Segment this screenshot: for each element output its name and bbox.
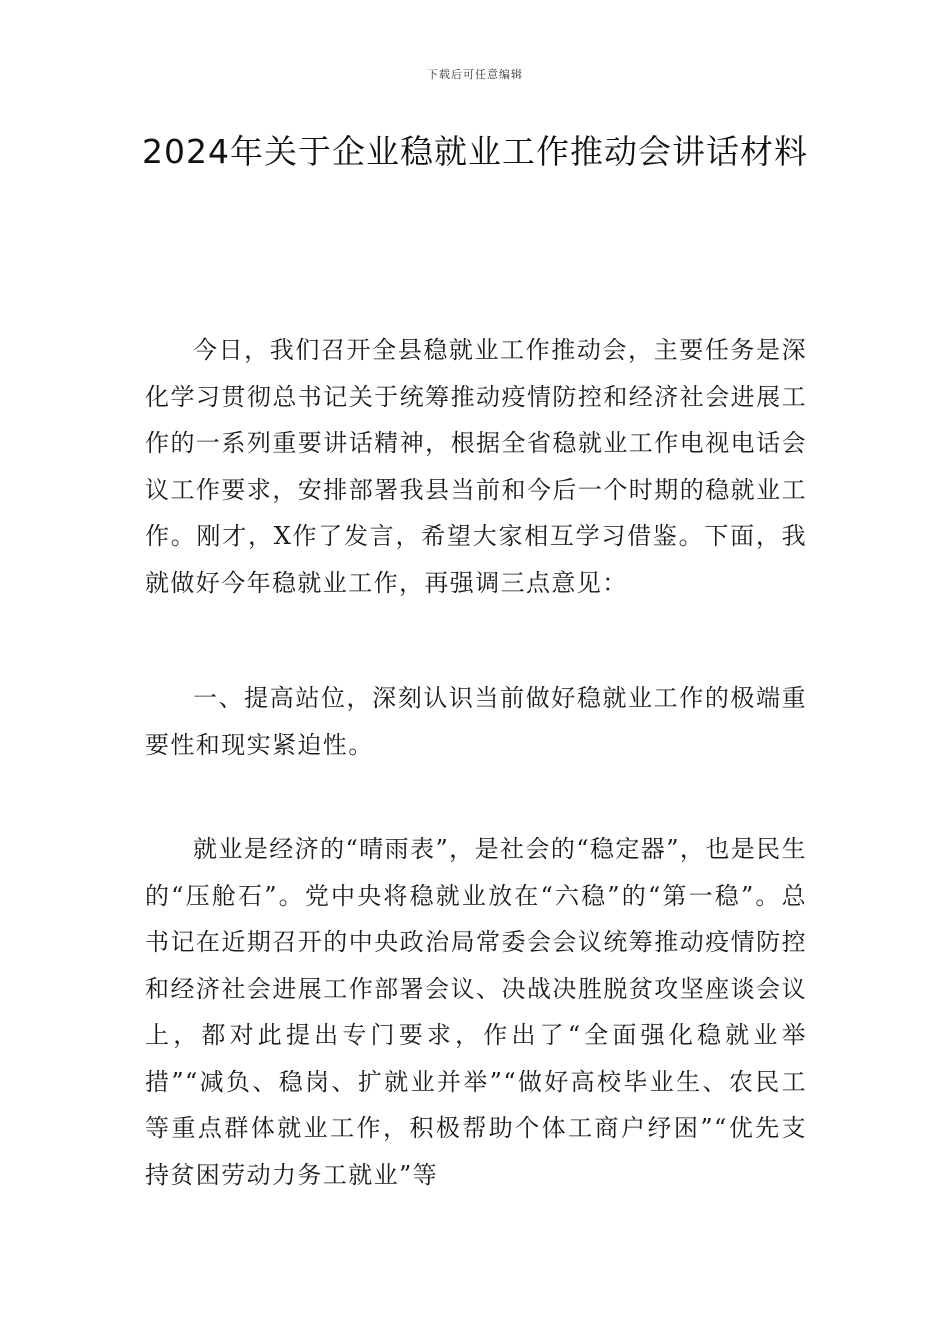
- paragraph-body: [145, 826, 807, 1198]
- header-note: 下载后可任意编辑: [427, 68, 523, 81]
- document-title: 2024年关于企业稳就业工作推动会讲话材料: [142, 132, 808, 171]
- paragraph-text: 今日，我们召开全县稳就业工作推动会，主要任务是深化学习贯彻总书记关于统筹推动疫情防控和经济社会进展工作的一系列重要讲话精神，根据全省稳就业工作电视电话会议工作要求，安排部署我县当前和今后一个时期的稳就业工作。刚才，X作了发言，希望大家相互学习借鉴。下面，我就做好今年稳就业工作，再强调三点意见：: [145, 336, 807, 597]
- paragraph-text: 一、提高站位，深刻认识当前做好稳就业工作的极端重要性和现实紧迫性。: [145, 684, 807, 759]
- paragraph-intro: [145, 327, 807, 606]
- paragraph-text: 就业是经济的“晴雨表”，是社会的“稳定器”，也是民生的“压舱石”。党中央将稳就业放在“六稳”的“第一稳”。总书记在近期召开的中央政治局常委会会议统筹推动疫情防控和经济社会进展工作部署会议、决战决胜脱贫攻坚座谈会议上，都对此提出专门要求，作出了“全面强化稳就业举措”“减负、稳岗、扩就业并举”“做好高校毕业生、农民工等重点群体就业工作，积极帮助个体工商户纾困”“优先支持贫困劳动力务工就业”等: [145, 835, 807, 1189]
- section-heading-1: [145, 675, 807, 768]
